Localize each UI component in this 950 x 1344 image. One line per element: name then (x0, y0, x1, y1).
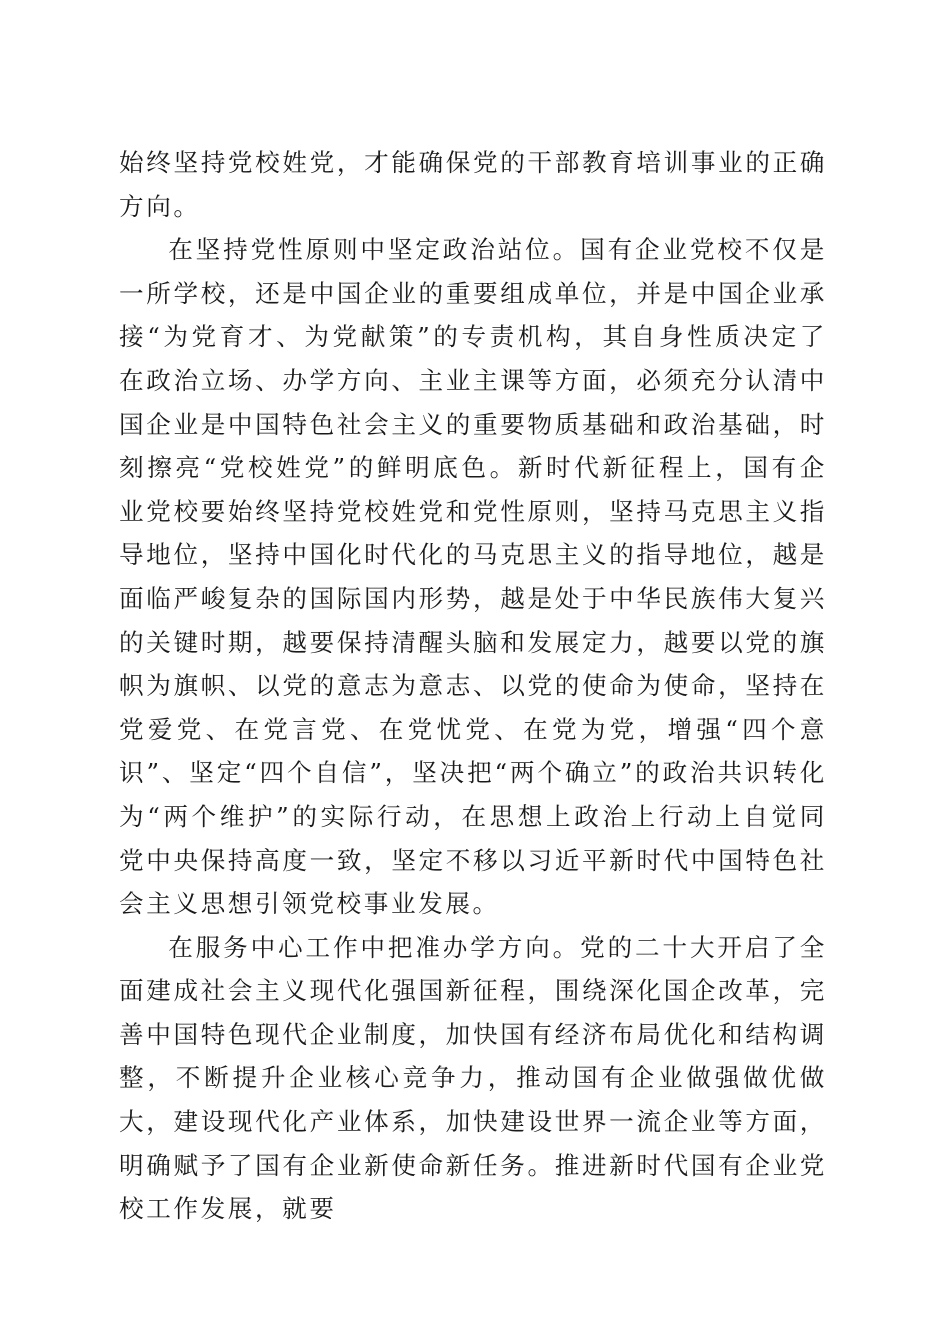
paragraph-school-direction: 在服务中心工作中把准办学方向。党的二十大开启了全面建成社会主义现代化强国新征程，围绕深化国企改革，完善中国特色现代企业制度，加快国有经济布局优化和结构调整，不断提升企业核心竞争力，推动国有企业做强做优做大，建设现代化产业体系，加快建设世界一流企业等方面，明确赋予了国有企业新使命新任务。推进新时代国有企业党校工作发展，就要 (119, 932, 827, 1224)
paragraph-continuation: 始终坚持党校姓党，才能确保党的干部教育培训事业的正确方向。 (119, 148, 827, 221)
document-body (119, 141, 827, 1231)
paragraph-political-stance: 在坚持党性原则中坚定政治站位。国有企业党校不仅是一所学校，还是中国企业的重要组成单位，并是中国企业承接“为党育才、为党献策”的专责机构，其自身性质决定了在政治立场、办学方向、主业主课等方面，必须充分认清中国企业是中国特色社会主义的重要物质基础和政治基础，时刻擦亮“党校姓党”的鲜明底色。新时代新征程上，国有企业党校要始终坚持党校姓党和党性原则，坚持马克思主义指导地位，坚持中国化时代化的马克思主义的指导地位，越是面临严峻复杂的国际国内形势，越是处于中华民族伟大复兴的关键时期，越要保持清醒头脑和发展定力，越要以党的旗帜为旗帜、以党的意志为意志、以党的使命为使命，坚持在党爱党、在党言党、在党忧党、在党为党，增强“四个意识”、坚定“四个自信”，坚决把“两个确立”的政治共识转化为“两个维护”的实际行动，在思想上政治上行动上自觉同党中央保持高度一致，坚定不移以习近平新时代中国特色社会主义思想引领党校事业发展。 (119, 235, 827, 919)
